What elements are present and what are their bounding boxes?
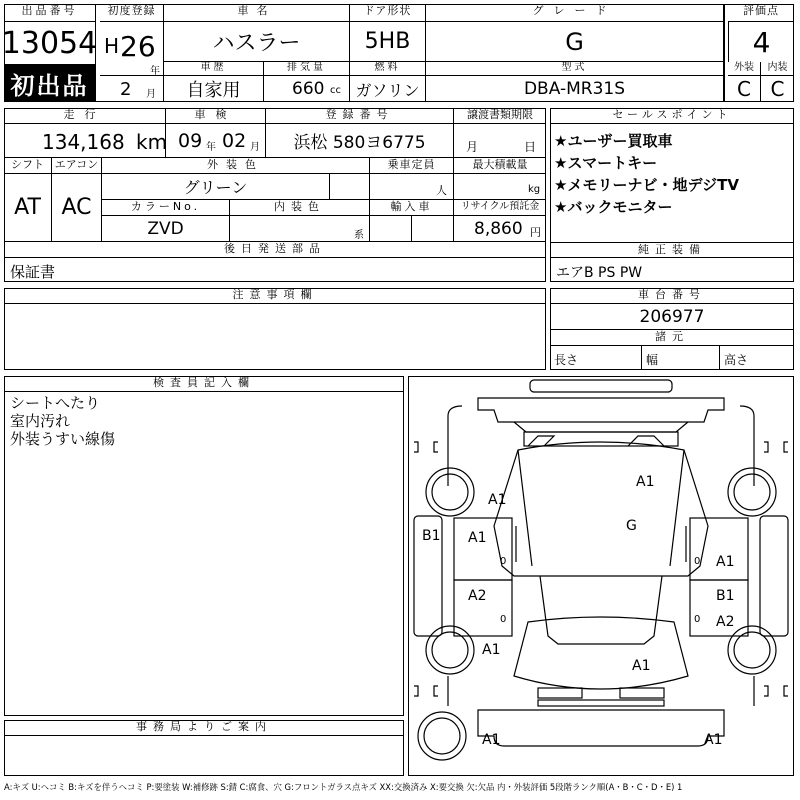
mark-right-front-door: A1 (716, 554, 735, 570)
mark-front-left-fender: A1 (488, 492, 507, 508)
first-reg-box (100, 22, 164, 76)
width-label: 幅 (646, 353, 659, 367)
inspector-note: 外装うすい線傷 (10, 430, 116, 448)
person-unit: 人 (436, 184, 447, 197)
reg-no-value: 浜松 580ヨ6775 (266, 124, 454, 158)
cc-unit: cc (330, 85, 341, 96)
ext-color-spacer (330, 174, 370, 200)
office-label: 事務局よりご案内 (4, 720, 404, 736)
mark-left-front-pillar: 0 (500, 556, 507, 567)
transfer-day-unit: 日 (524, 140, 537, 154)
interior-label: 内装 (761, 62, 794, 76)
exterior-label: 外装 (728, 62, 761, 76)
bracket-front-right (764, 442, 788, 452)
sales-points-label: セールスポイント (550, 108, 794, 124)
mileage-label: 走行 (4, 108, 166, 124)
displacement-box (264, 76, 350, 102)
bracket-front-left (414, 442, 438, 452)
max-load-label: 最大積載量 (454, 158, 546, 174)
month-unit: 月 (146, 89, 156, 100)
mark-left-rear-fender: A1 (482, 642, 501, 658)
front-bumper (478, 398, 724, 422)
spare-wheel (418, 712, 466, 760)
mark-left-rocker: B1 (422, 528, 441, 544)
inspector-note: 室内汚れ (10, 412, 71, 430)
right-rocker (760, 516, 788, 636)
recycle-label: リサイクル預託金 (454, 200, 546, 216)
reg-no-label: 登録番号 (266, 108, 454, 124)
import-box-a (370, 216, 412, 242)
front-left-wheel-inner (432, 474, 468, 510)
import-label: 輸入車 (370, 200, 454, 216)
mileage-value: 134,168 (42, 130, 125, 154)
recycle-box (454, 216, 546, 242)
rear-garnish (538, 700, 664, 706)
front-right-wheel-inner (734, 474, 770, 510)
rear-right-wheel-inner (734, 632, 770, 668)
year-value: 26 (120, 30, 156, 63)
roof-pillars (518, 450, 684, 566)
later-parts-label: 後日発送部品 (4, 242, 546, 258)
roof-panel (494, 442, 708, 576)
spare-wheel-inner (424, 718, 460, 754)
insp-month-unit: 月 (250, 142, 260, 153)
rear-right-wheel (728, 626, 776, 674)
month-value: 2 (120, 79, 132, 100)
mark-hood: A1 (636, 474, 655, 490)
mileage-box (4, 124, 166, 158)
yen-unit: 円 (530, 226, 541, 239)
front-bumper-top (530, 380, 672, 392)
later-parts-value: 保証書 (10, 263, 56, 281)
km-unit: km (136, 130, 168, 154)
body-side-lines (448, 416, 754, 486)
first-listing-badge: 初出品 (4, 64, 96, 102)
insp-year-unit: 年 (206, 142, 216, 153)
max-load-box (454, 174, 546, 200)
int-color-box (230, 216, 370, 242)
rear-lamp-left (538, 688, 582, 698)
ext-color-label: 外装色 (102, 158, 370, 174)
mark-rear-bumper-left: A1 (482, 732, 501, 748)
left-front-door (454, 518, 512, 580)
front-right-wheel (728, 468, 776, 516)
mark-right-rear-door: B1 (716, 588, 735, 604)
mark-right-rear-door-2: A2 (716, 614, 735, 630)
import-box-b (412, 216, 454, 242)
door-label: ドア形状 (350, 4, 426, 22)
rear-body-lines (448, 676, 754, 706)
fuel-label: 燃料 (350, 62, 426, 76)
legend-text: A:キズ U:ヘコミ B:キズを伴うヘコミ P:要塗装 W:補修跡 S:錆 C:腐食、穴 G:フロントガラス点キズ XX:交換済み X:要交換 欠:欠品 内・外装評価 5段階ランク順(A・B・C・D・E) 1 (4, 782, 683, 792)
rear-lamp-right (620, 688, 664, 698)
sales-point-item: ★スマートキー (554, 154, 658, 172)
mark-rear-gate: A1 (632, 658, 651, 674)
sales-point-item: ★バックモニター (554, 198, 673, 216)
chassis-label: 車台番号 (550, 288, 794, 304)
int-color-label: 内装色 (230, 200, 370, 216)
inspection-label: 車検 (166, 108, 266, 124)
width-cell (642, 346, 720, 370)
rear-gate (514, 617, 688, 689)
capacity-box (370, 174, 454, 200)
rear-window (540, 576, 662, 644)
length-cell (550, 346, 642, 370)
lot-no-value: 13054 (4, 22, 96, 64)
chassis-value: 206977 (550, 304, 794, 330)
color-no-value: ZVD (102, 216, 230, 242)
transfer-doc-label: 譲渡書類期限 (454, 108, 546, 124)
inspector-note: シートへたり (10, 394, 101, 412)
fuel-value: ガソリン (350, 76, 426, 102)
lot-no-label: 出品番号 (4, 4, 96, 22)
rear-left-wheel (426, 626, 474, 674)
rear-bumper (478, 710, 724, 746)
door-value: 5HB (350, 22, 426, 62)
hood-outline (514, 422, 688, 432)
dims-label: 諸元 (550, 330, 794, 346)
transfer-month-unit: 月 (466, 140, 479, 154)
ext-color-value: グリーン (102, 174, 330, 200)
kei-unit: 系 (354, 230, 364, 241)
front-left-wheel (426, 468, 474, 516)
bracket-rear-left (414, 686, 438, 696)
height-cell (720, 346, 794, 370)
mark-left-rear-pillar: 0 (500, 614, 507, 625)
shift-label: シフト (4, 158, 52, 174)
bracket-rear-right (764, 686, 788, 696)
history-label: 車歴 (164, 62, 264, 76)
sales-point-item: ★ユーザー買取車 (554, 132, 673, 150)
transfer-doc-box (454, 124, 546, 158)
car-name-value: ハスラー (164, 22, 350, 62)
era-value: H (104, 34, 120, 58)
mark-left-front-door: A1 (468, 530, 487, 546)
score-label: 評価点 (728, 4, 794, 22)
first-reg-label: 初度登録 (100, 4, 164, 22)
exterior-grade-value: C (728, 76, 761, 102)
model-type-value: DBA-MR31S (426, 76, 724, 102)
color-no-label: カラーNo. (102, 200, 230, 216)
capacity-label: 乗車定員 (370, 158, 454, 174)
mark-roof: G (626, 518, 637, 534)
inspector-notes (10, 394, 115, 448)
recycle-value: 8,860 (474, 219, 523, 239)
genuine-label: 純正装備 (550, 242, 794, 258)
genuine-value: エアB PS PW (556, 265, 643, 281)
grade-value: G (426, 22, 724, 62)
year-unit: 年 (150, 66, 160, 77)
kg-unit: kg (528, 184, 541, 195)
displacement-label: 排気量 (264, 62, 350, 76)
car-diagram (408, 376, 794, 776)
aircon-value: AC (52, 174, 102, 242)
height-label: 高さ (724, 353, 749, 367)
first-reg-month-box (100, 76, 164, 102)
mark-right-rear-pillar: 0 (694, 614, 701, 625)
length-label: 長さ (554, 353, 579, 367)
car-name-label: 車名 (164, 4, 350, 22)
mark-right-front-pillar: 0 (694, 556, 701, 567)
inspector-label: 検査員記入欄 (4, 376, 404, 392)
interior-grade-value: C (770, 77, 785, 101)
rear-left-wheel-inner (432, 632, 468, 668)
displacement-value: 660 (292, 79, 325, 99)
score-value: 4 (728, 22, 794, 62)
windshield (524, 432, 678, 446)
right-front-door (690, 518, 748, 580)
notes-label: 注意事項欄 (4, 288, 546, 304)
sales-points-list (554, 130, 790, 218)
model-type-label: 型式 (426, 62, 724, 76)
sales-point-item: ★メモリーナビ・地デジTV (554, 176, 739, 194)
history-value: 自家用 (164, 76, 264, 102)
insp-year-value: 09 (178, 130, 203, 152)
grade-label: グレード (426, 4, 724, 22)
mark-left-rear-door: A2 (468, 588, 487, 604)
shift-value: AT (4, 174, 52, 242)
inspection-box (166, 124, 266, 158)
aircon-label: エアコン (52, 158, 102, 174)
insp-month-value: 02 (222, 130, 247, 152)
mark-rear-bumper-right: A1 (704, 732, 723, 748)
pillar-lines (516, 526, 686, 562)
